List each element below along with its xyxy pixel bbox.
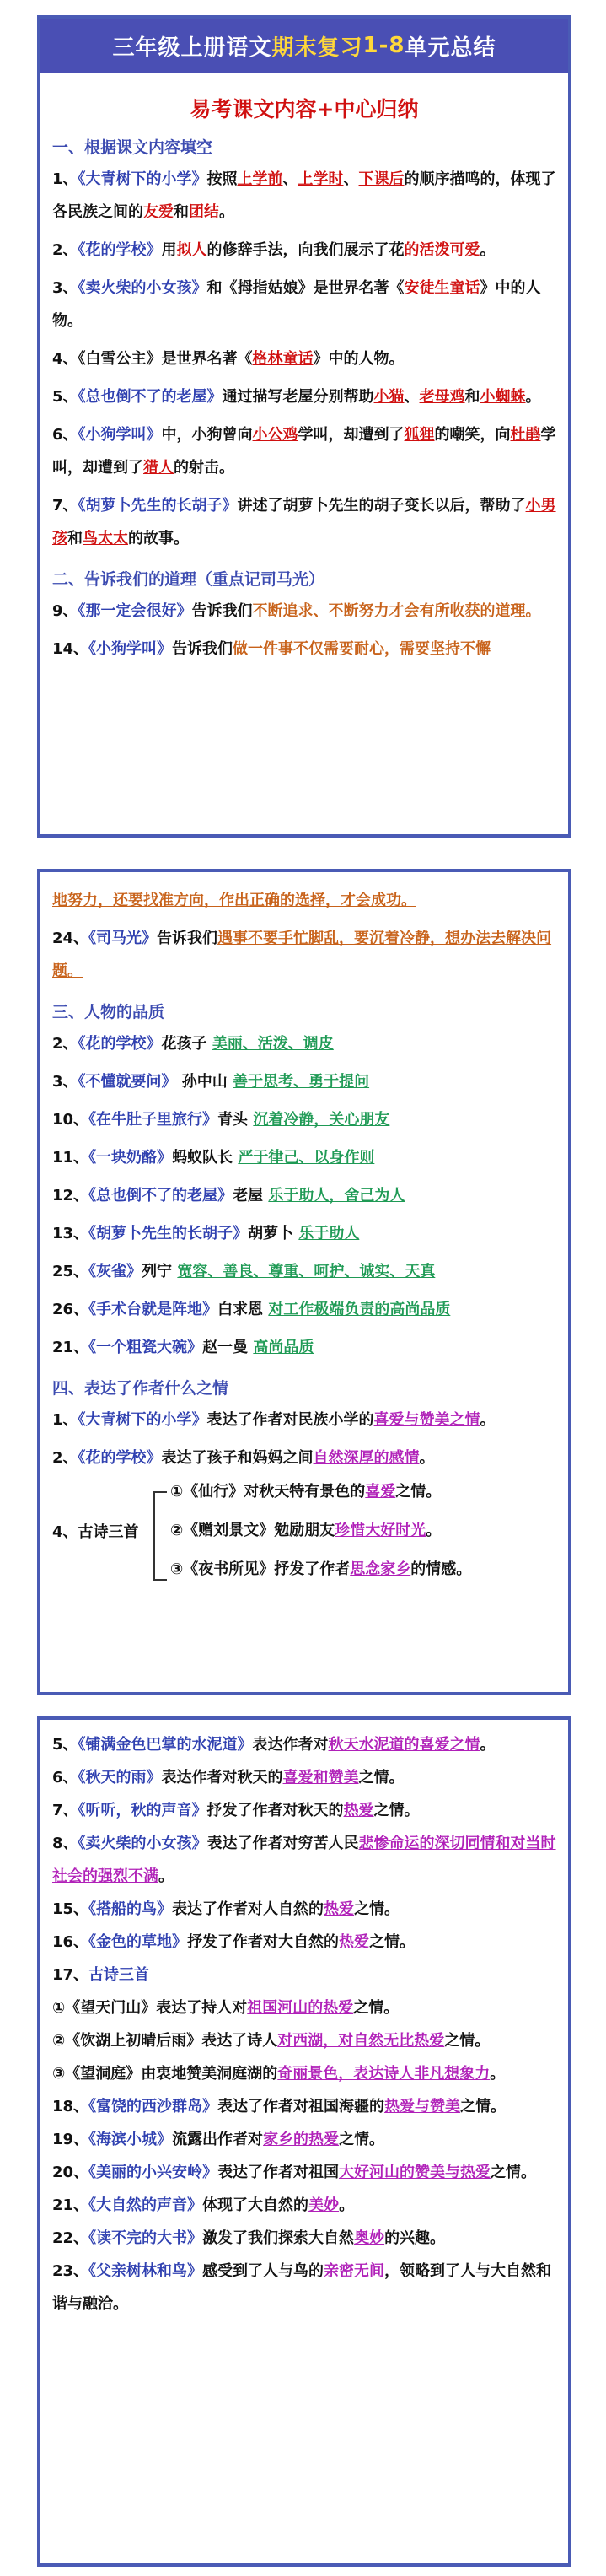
card-3 <box>37 1716 571 2567</box>
poem-item-3: ③《夜书所见》抒发了作者思念家乡的情感。 <box>170 1560 472 1578</box>
feeling-item-23: 23、《父亲树林和鸟》感受到了人与鸟的亲密无间，领略到了人与大自然和谐与融洽。 <box>52 2262 552 2313</box>
item-4: 4、《白雪公主》是世界名著《格林童话》中的人物。 <box>52 350 405 368</box>
title-banner <box>40 19 568 73</box>
quality-row: 21、《一个粗瓷大碗》赵一曼 高尚品质 <box>52 1339 314 1356</box>
banner-part3: 1-8 <box>362 33 405 58</box>
section-3-title: 三、人物的品质 <box>52 1003 165 1021</box>
item-7: 7、《胡萝卜先生的长胡子》讲述了胡萝卜先生的胡子变长以后，帮助了小男孩和鸟太太的故事。 <box>52 497 556 547</box>
feeling-item-2: 2、《花的学校》表达了孩子和妈妈之间自然深厚的感情。 <box>52 1449 435 1467</box>
banner-part2: 期末复习 <box>271 35 363 61</box>
section-1-title: 一、根据课文内容填空 <box>52 138 213 157</box>
quality-row: 25、《灰雀》列宁 宽容、善良、尊重、呵护、诚实、天真 <box>52 1263 436 1280</box>
quality-row: 3、《不懂就要问》 孙中山 善于思考、勇于提问 <box>52 1073 370 1091</box>
poem-17-1: ①《望天门山》表达了持人对祖国河山的热爱之情。 <box>52 1999 400 2017</box>
item-5: 5、《总也倒不了的老屋》通过描写老屋分别帮助小猫、老母鸡和小蜘蛛。 <box>52 388 541 406</box>
feeling-item-7: 7、《听听，秋的声音》抒发了作者对秋天的热爱之情。 <box>52 1802 420 1819</box>
item-3: 3、《卖火柴的小女孩》和《拇指姑娘》是世界名著《安徒生童话》中的人物。 <box>52 279 541 330</box>
feeling-item-1: 1、《大青树下的小学》表达了作者对民族小学的喜爱与赞美之情。 <box>52 1411 496 1429</box>
item-14-continued: 地努力，还要找准方向，作出正确的选择，才会成功。 <box>52 892 416 909</box>
item-14: 14、《小狗学叫》告诉我们做一件事不仅需要耐心，需要坚持不懈 <box>52 640 491 658</box>
poem-17-3: ③《望洞庭》由衷地赞美洞庭湖的奇丽景色，表达诗人非凡想象力。 <box>52 2065 506 2083</box>
feeling-item-16: 16、《金色的草地》抒发了作者对大自然的热爱之情。 <box>52 1933 416 1951</box>
quality-row: 11、《一块奶酪》蚂蚁队长 严于律己、以身作则 <box>52 1149 375 1167</box>
item-1: 1、《大青树下的小学》按照上学前、上学时、下课后的顺序描鸣的，体现了各民族之间的友爱和团结。 <box>52 170 556 221</box>
subtitle: 易考课文内容+中心归纳 <box>190 97 419 121</box>
feeling-item-20: 20、《美丽的小兴安岭》表达了作者对祖国大好河山的赞美与热爱之情。 <box>52 2164 537 2181</box>
feeling-item-15: 15、《搭船的鸟》表达了作者对人自然的热爱之情。 <box>52 1900 400 1918</box>
feeling-item-18: 18、《富饶的西沙群岛》表达了作者对祖国海疆的热爱与赞美之情。 <box>52 2098 507 2115</box>
feeling-item-6: 6、《秋天的雨》表达作者对秋天的喜爱和赞美之情。 <box>52 1769 405 1786</box>
quality-row: 2、《花的学校》花孩子 美丽、活泼、调皮 <box>52 1035 334 1053</box>
card-2 <box>37 869 571 1695</box>
item-2: 2、《花的学校》用拟人的修辞手法，向我们展示了花的活泼可爱。 <box>52 241 496 259</box>
quality-list <box>40 1027 568 1364</box>
quality-row: 12、《总也倒不了的老屋》老屋 乐于助人，舍己为人 <box>52 1187 405 1204</box>
feeling-item-22: 22、《读不完的大书》激发了我们探索大自然奥妙的兴趣。 <box>52 2229 446 2247</box>
section-4-title: 四、表达了作者什么之情 <box>52 1379 229 1398</box>
poem-label: 4、古诗三首 <box>52 1523 139 1541</box>
banner-part1: 三年级上册语文 <box>112 35 272 61</box>
banner-part4: 单元总结 <box>405 35 496 61</box>
feeling-item-5: 5、《铺满金色巴掌的水泥道》表达作者对秋天水泥道的喜爱之情。 <box>52 1736 496 1754</box>
feeling-item-19: 19、《海滨小城》流露出作者对家乡的热爱之情。 <box>52 2131 385 2148</box>
feeling-item-8: 8、《卖火柴的小女孩》表达了作者对穷苦人民悲惨命运的深切同情和对当时社会的强烈不满。 <box>52 1835 556 1885</box>
card-1 <box>37 15 571 838</box>
quality-row: 13、《胡萝卜先生的长胡子》胡萝卜 乐于助人 <box>52 1225 360 1242</box>
feeling-item-17: 17、古诗三首 <box>52 1966 150 1984</box>
item-9: 9、《那一定会很好》告诉我们不断追求、不断努力才会有所收获的道理。 <box>52 602 541 620</box>
poem-item-2: ②《赠刘景文》勉励朋友珍惜大好时光。 <box>170 1522 442 1539</box>
poem-group <box>52 1479 568 1589</box>
brace <box>153 1491 167 1581</box>
quality-row: 26、《手术台就是阵地》白求恩 对工作极端负责的高尚品质 <box>52 1301 451 1318</box>
quality-row: 10、《在牛肚子里旅行》青头 沉着冷静，关心朋友 <box>52 1111 390 1129</box>
poem-item-1: ①《仙行》对秋天特有景色的喜爱之情。 <box>170 1483 442 1501</box>
section-2-title: 二、告诉我们的道理（重点记司马光） <box>52 570 325 589</box>
item-6: 6、《小狗学叫》中，小狗曾向小公鸡学叫，却遭到了狐狸的嘲笑，向杜鹃学叫，却遭到了猎人的射击。 <box>52 426 556 477</box>
item-24: 24、《司马光》告诉我们遇事不要手忙脚乱，要沉着冷静，想办法去解决问题。 <box>52 930 552 980</box>
feeling-item-21: 21、《大自然的声音》体现了大自然的美妙。 <box>52 2196 355 2214</box>
poem-17-2: ②《饮湖上初晴后雨》表达了诗人对西湖，对自然无比热爱之情。 <box>52 2032 491 2050</box>
